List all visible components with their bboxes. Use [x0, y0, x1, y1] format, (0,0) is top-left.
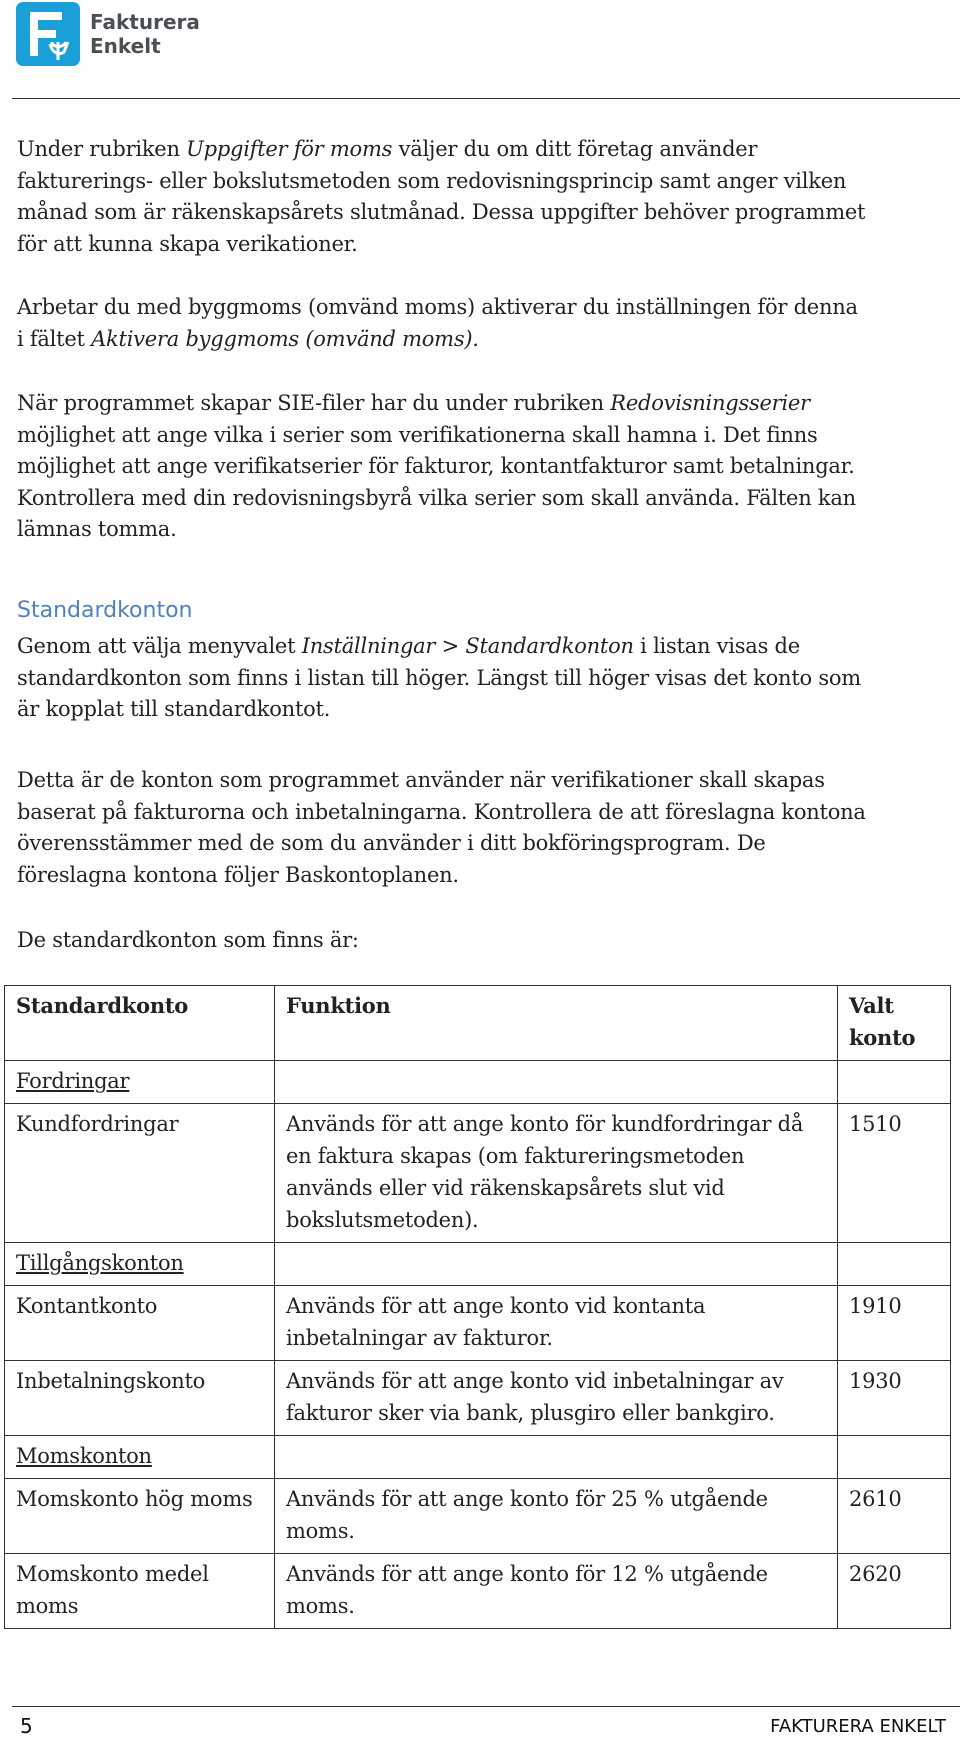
cell-funktion: Används för att ange konto för 12 % utgående moms. [275, 1554, 838, 1629]
text: i fältet [17, 326, 92, 351]
column-header: Standardkonto [5, 986, 275, 1061]
text: standardkonton som finns i listan till höger. Längst till höger visas det konto som [17, 665, 861, 690]
logo-icon [16, 2, 80, 66]
cell-valt-konto [838, 1061, 951, 1104]
cell-standardkonto: Momskonton [5, 1436, 275, 1479]
column-header: Valt konto [838, 986, 951, 1061]
cell-valt-konto: 2620 [838, 1554, 951, 1629]
cell-funktion: Används för att ange konto för kundfordringar då en faktura skapas (om faktureringsmetoden används eller vid räkenskapsårets slut vid bokslutsmetoden). [275, 1104, 838, 1243]
logo-wordmark [90, 10, 200, 58]
text: möjlighet att ange vilka i serier som verifikationerna skall hamna i. Det finns [17, 422, 818, 447]
text: i listan visas de [633, 634, 800, 658]
paragraph-list-intro: De standardkonton som finns är: [17, 928, 359, 952]
text: Under rubriken [17, 137, 187, 161]
paragraph-sie [17, 388, 856, 546]
text: lämnas tomma. [17, 517, 177, 541]
cell-funktion [275, 1243, 838, 1286]
cell-standardkonto: Momskonto medel moms [5, 1554, 275, 1629]
text: möjlighet att ange verifikatserier för fakturor, kontantfakturor samt betalningar. [17, 454, 855, 478]
table-row [5, 1286, 951, 1361]
paragraph-moms [17, 134, 865, 260]
paragraph-byggmoms [17, 292, 858, 355]
text: Detta är de konton som programmet använder när verifikationer skall skapas [17, 768, 825, 792]
table-section-row [5, 1436, 951, 1479]
footer-brand: FAKTURERA ENKELT [770, 1716, 946, 1737]
cell-funktion: Används för att ange konto för 25 % utgående moms. [275, 1479, 838, 1554]
table-row [5, 1104, 951, 1243]
cell-funktion: Används för att ange konto vid kontanta inbetalningar av fakturor. [275, 1286, 838, 1361]
text: månad som är räkenskapsårets slutmånad. Dessa uppgifter behöver programmet [17, 200, 866, 224]
text: fakturerings- eller bokslutsmetoden som redovisningsprincip samt anger vilken [17, 168, 847, 193]
text: baserat på fakturorna och inbetalningarna. Kontrollera de att föreslagna kontona [17, 799, 866, 824]
cell-valt-konto: 1910 [838, 1286, 951, 1361]
paragraph-konton [17, 765, 866, 891]
text: Kontrollera med din redovisningsbyrå vilka serier som skall använda. Fälten kan [17, 485, 856, 510]
section-heading: Standardkonton [17, 598, 193, 623]
table-section-row [5, 1243, 951, 1286]
text: föreslagna kontona följer Baskontoplanen. [17, 862, 459, 887]
cell-valt-konto: 2610 [838, 1479, 951, 1554]
cell-funktion [275, 1436, 838, 1479]
page-number: 5 [20, 1714, 33, 1738]
cell-standardkonto: Inbetalningskonto [5, 1361, 275, 1436]
logo-line1: Fakturera [90, 10, 200, 34]
text: När programmet skapar SIE-filer har du under rubriken [17, 391, 611, 415]
cell-standardkonto: Kontantkonto [5, 1286, 275, 1361]
cell-standardkonto: Fordringar [5, 1061, 275, 1104]
cell-valt-konto [838, 1436, 951, 1479]
header-divider [12, 98, 960, 99]
table-header-row [5, 986, 951, 1061]
emphasis: Redovisningsserier [610, 391, 810, 415]
emphasis: Aktivera byggmoms (omvänd moms). [91, 326, 479, 351]
cell-valt-konto [838, 1243, 951, 1286]
logo-line2: Enkelt [90, 34, 161, 58]
text: är kopplat till standardkontot. [17, 697, 331, 721]
table-section-row [5, 1061, 951, 1104]
cell-standardkonto: Tillgångskonton [5, 1243, 275, 1286]
cell-valt-konto: 1930 [838, 1361, 951, 1436]
emphasis: Uppgifter för moms [186, 137, 393, 161]
text: Arbetar du med byggmoms (omvänd moms) aktiverar du inställningen för denna [17, 295, 858, 319]
text: för att kunna skapa verikationer. [17, 231, 358, 256]
table-row [5, 1554, 951, 1629]
text: väljer du om ditt företag använder [392, 137, 758, 161]
paragraph-menu [17, 631, 861, 726]
standard-accounts-table [4, 985, 951, 1629]
page-header [16, 2, 946, 68]
table-row [5, 1361, 951, 1436]
cell-funktion [275, 1061, 838, 1104]
table-row [5, 1479, 951, 1554]
cell-funktion: Används för att ange konto vid inbetalningar av fakturor sker via bank, plusgiro eller bankgiro. [275, 1361, 838, 1436]
text: överensstämmer med de som du använder i ditt bokföringsprogram. De [17, 831, 766, 855]
cell-valt-konto: 1510 [838, 1104, 951, 1243]
text: Genom att välja menyvalet [17, 634, 302, 658]
footer-divider [12, 1706, 960, 1707]
cell-standardkonto: Kundfordringar [5, 1104, 275, 1243]
cell-standardkonto: Momskonto hög moms [5, 1479, 275, 1554]
emphasis: Inställningar > Standardkonton [301, 634, 634, 658]
column-header: Funktion [275, 986, 838, 1061]
